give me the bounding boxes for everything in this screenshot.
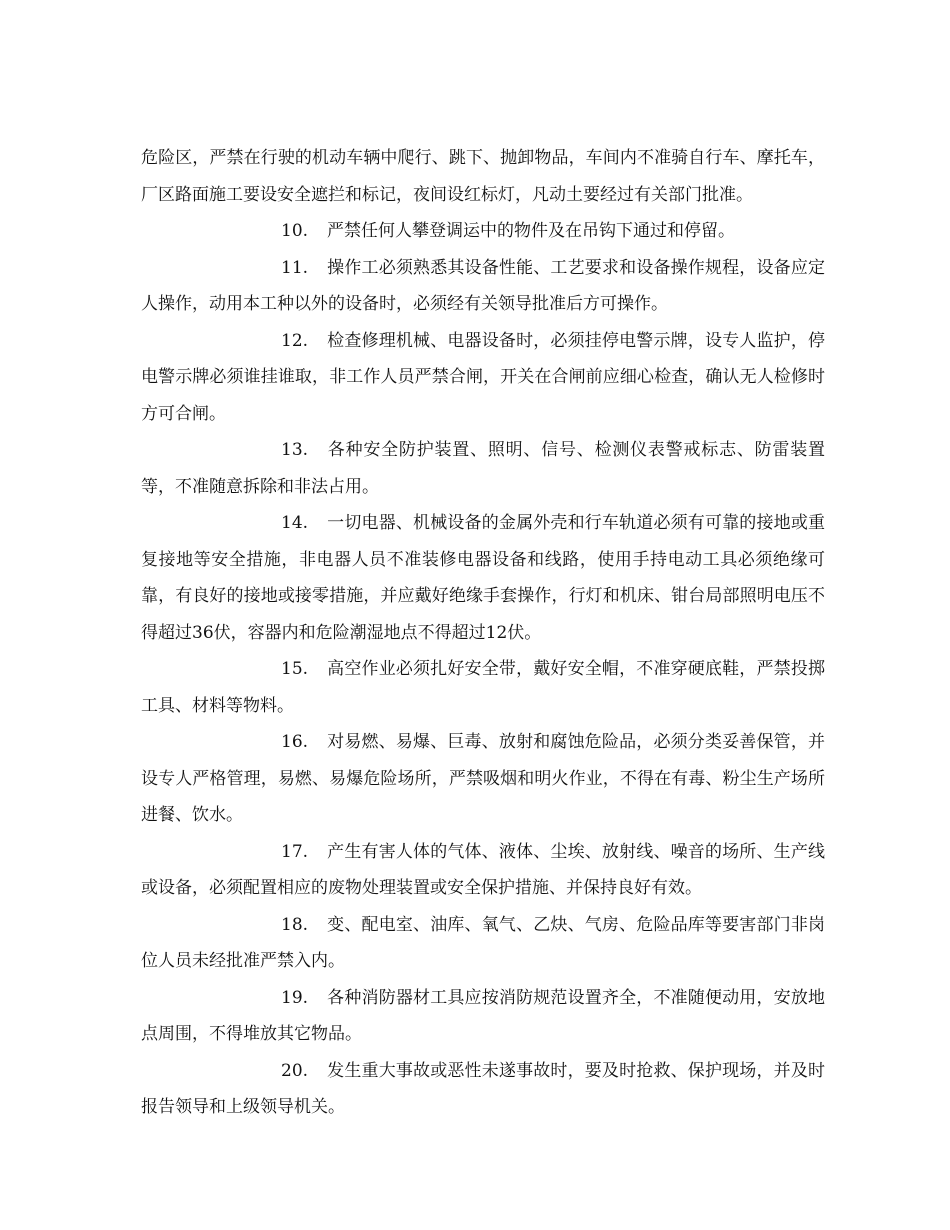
continuation-paragraph: 危险区，严禁在行驶的机动车辆中爬行、跳下、抛卸物品，车间内不准骑自行车、摩托车，厂区路面施工要设安全遮拦和标记，夜间设红标灯，凡动土要经过有关部门批准。 bbox=[141, 148, 825, 205]
rule-text: 产生有害人体的气体、液体、尘埃、放射线、噪音的场所、生产线或设备，必须配置相应的废物处理装置或安全保护措施、并保持良好有效。 bbox=[141, 841, 825, 898]
rule-number: 11. bbox=[281, 257, 309, 278]
rule-number: 20. bbox=[281, 1060, 309, 1081]
rule-text: 对易燃、易爆、巨毒、放射和腐蚀危险品，必须分类妥善保管，并设专人严格管理，易燃、易爆危险场所，严禁吸烟和明火作业，不得在有毒、粉尘生产场所进餐、饮水。 bbox=[141, 732, 825, 825]
rule-text: 各种消防器材工具应按消防规范设置齐全，不准随便动用，安放地点周围，不得堆放其它物品。 bbox=[141, 987, 825, 1044]
rule-number: 10. bbox=[281, 221, 309, 241]
rule-number: 16. bbox=[281, 732, 309, 752]
rule-text: 一切电器、机械设备的金属外壳和行车轨道必须有可靠的接地或重复接地等安全措施，非电器人员不准装修电器设备和线路，使用手持电动工具必须绝缘可靠，有良好的接地或接零措施，并应戴好绝缘手套操作，行灯和机床、钳台局部照明电压不得超过36伏，容器内和危险潮湿地点不得超过12伏。 bbox=[141, 513, 825, 643]
rule-number: 14. bbox=[281, 513, 309, 533]
rule-number: 12. bbox=[281, 330, 309, 351]
rule-text: 变、配电室、油库、氧气、乙炔、气房、危险品库等要害部门非岗位人员未经批准严禁入内。 bbox=[141, 914, 825, 971]
document-page bbox=[141, 140, 825, 1126]
rule-text: 发生重大事故或恶性未遂事故时，要及时抢救、保护现场，并及时报告领导和上级领导机关。 bbox=[141, 1060, 825, 1117]
rule-text: 高空作业必须扎好安全带，戴好安全帽，不准穿硬底鞋，严禁投掷工具、材料等物料。 bbox=[141, 659, 825, 716]
rule-item-10 bbox=[141, 213, 825, 250]
rule-item-12 bbox=[141, 323, 825, 433]
rule-text: 检查修理机械、电器设备时，必须挂停电警示牌，设专人监护，停电警示牌必须谁挂谁取，非工作人员严禁合闸，开关在合闸前应细心检查，确认无人检修时方可合闸。 bbox=[141, 330, 825, 424]
rule-number: 19. bbox=[281, 987, 309, 1008]
rule-item-18 bbox=[141, 907, 825, 980]
rule-number: 13. bbox=[281, 440, 309, 460]
rule-text: 操作工必须熟悉其设备性能、工艺要求和设备操作规程，设备应定人操作，动用本工种以外的设备时，必须经有关领导批准后方可操作。 bbox=[141, 257, 825, 314]
rule-number: 15. bbox=[281, 659, 309, 679]
rule-number: 17. bbox=[281, 841, 309, 862]
rule-item-14 bbox=[141, 505, 825, 651]
rule-item-16 bbox=[141, 724, 825, 834]
rule-number: 18. bbox=[281, 914, 309, 935]
rule-text: 严禁任何人攀登调运中的物件及在吊钩下通过和停留。 bbox=[327, 221, 735, 241]
rule-item-15 bbox=[141, 651, 825, 724]
rule-item-19 bbox=[141, 980, 825, 1053]
rule-item-17 bbox=[141, 834, 825, 907]
rule-text: 各种安全防护装置、照明、信号、检测仪表警戒标志、防雷装置等，不准随意拆除和非法占用。 bbox=[141, 440, 825, 497]
rule-item-20 bbox=[141, 1053, 825, 1126]
rule-item-13 bbox=[141, 432, 825, 505]
rule-item-11 bbox=[141, 250, 825, 323]
